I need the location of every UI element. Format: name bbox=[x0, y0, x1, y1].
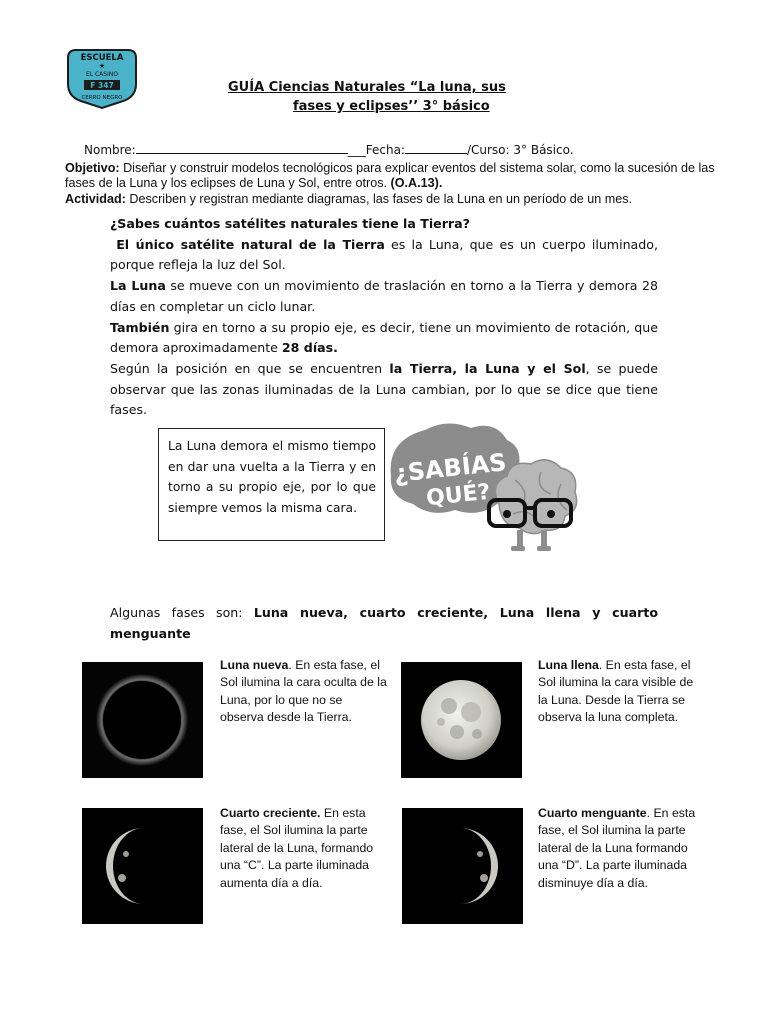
phase-text: En esta fase, el Sol ilumina la cara oculta de la Luna, por lo que no se observa desde la Tierra. bbox=[220, 658, 387, 725]
full-moon-image bbox=[401, 662, 522, 778]
logo-text-1: ESCUELA bbox=[80, 53, 124, 63]
phase-waning-desc: Cuarto menguante. En esta fase, el Sol ilumina la parte lateral de la Luna formando una “D”. La parte iluminada disminuye día a día. bbox=[538, 806, 696, 890]
new-moon-image bbox=[82, 662, 203, 778]
intro-p4-start: Según la posición en que se encuentren bbox=[110, 360, 390, 376]
intro-p4-bold: la Tierra, la Luna y el Sol bbox=[389, 360, 586, 376]
page-title-line-2: fases y eclipses’’ 3° básico bbox=[293, 99, 490, 114]
intro-question: ¿Sabes cuántos satélites naturales tiene la Tierra? bbox=[110, 216, 470, 231]
phases-intro-bold: Luna nueva, cuarto creciente, Luna llena y cuarto menguante bbox=[110, 605, 658, 641]
phase-name: Cuarto menguante bbox=[538, 806, 647, 820]
activity bbox=[65, 192, 715, 207]
phase-text: En esta fase, el Sol ilumina la parte lateral de la Luna formando una “D”. La parte iluminada disminuye día a día. bbox=[538, 806, 696, 890]
objective-text: Diseñar y construir modelos tecnológicos para explicar eventos del sistema solar, como la sucesión de las fases de la Luna y los eclipses de Luna y Sol, entre otros. bbox=[65, 161, 715, 190]
page-title-line-1: GUÍA Ciencias Naturales “La luna, sus bbox=[228, 80, 506, 95]
logo-text-4: CERRO NEGRO bbox=[81, 95, 123, 101]
waxing-crescent-image bbox=[82, 808, 203, 924]
logo-text-2: EL CASINO bbox=[85, 71, 119, 78]
intro-p4-text: , se puede observar que las zonas iluminadas de la Luna cambian, por lo que se dice que tiene fases. bbox=[110, 360, 658, 418]
sabias-text-1: ¿SABÍAS bbox=[392, 448, 508, 488]
sabias-que-illustration bbox=[385, 418, 580, 560]
activity-text: Describen y registran mediante diagramas, las fases de la Luna en un período de un mes. bbox=[125, 192, 633, 206]
intro-p2-bold: La Luna bbox=[110, 278, 166, 294]
school-logo bbox=[62, 44, 142, 110]
waning-crescent-image bbox=[402, 808, 523, 924]
activity-label: Actividad: bbox=[65, 192, 126, 206]
objective bbox=[65, 161, 715, 191]
intro-p1-text: es la Luna, que es un cuerpo iluminado, porque refleja la luz del Sol. bbox=[110, 236, 658, 273]
intro-p3-text: gira en torno a su propio eje, es decir, tiene un movimiento de rotación, que demora aproximadamente bbox=[110, 319, 658, 356]
intro-p3-bold: También bbox=[110, 319, 170, 335]
fact-box-text: La Luna demora el mismo tiempo en dar una vuelta a la Tierra y en torno a su propio eje, por lo que siempre vemos la misma cara. bbox=[168, 439, 376, 515]
intro-p3-bold-2: 28 días. bbox=[281, 340, 338, 356]
name-field[interactable] bbox=[136, 142, 348, 154]
date-field[interactable] bbox=[405, 142, 467, 154]
phase-new-moon-desc: Luna nueva. En esta fase, el Sol ilumina la cara oculta de la Luna, por lo que no se observa desde la Tierra. bbox=[220, 658, 387, 725]
phase-name: Luna nueva bbox=[220, 658, 289, 672]
objective-label: Objetivo: bbox=[65, 161, 120, 175]
name-label: Nombre: bbox=[84, 143, 136, 157]
phase-name: Luna llena bbox=[538, 658, 599, 672]
name-field-tail: ___ bbox=[347, 143, 366, 157]
intro-p1-bold: El único satélite natural de la Tierra bbox=[116, 236, 385, 252]
objective-code: (O.A.13). bbox=[390, 176, 443, 190]
intro-text bbox=[110, 214, 658, 421]
logo-text-3: F 347 bbox=[90, 81, 114, 90]
phases-intro bbox=[110, 603, 658, 644]
date-label: Fecha: bbox=[365, 143, 405, 157]
svg-text:★: ★ bbox=[98, 62, 106, 70]
fact-box bbox=[158, 428, 385, 541]
phases-intro-text: Algunas fases son: bbox=[110, 605, 254, 620]
phase-waxing-desc bbox=[220, 805, 388, 892]
phase-text: En esta fase, el Sol ilumina la cara visible de la Luna. Desde la Tierra se observa la luna completa. bbox=[538, 658, 694, 725]
student-info-row bbox=[84, 142, 574, 157]
phase-name: Cuarto creciente. bbox=[220, 806, 321, 820]
phase-text: En esta fase, el Sol ilumina la parte lateral de la Luna, formando una “C”. La parte iluminada aumenta día a día. bbox=[220, 806, 374, 890]
course-label: /Curso: 3° Básico. bbox=[466, 143, 574, 157]
sabias-text-2: QUÉ? bbox=[425, 479, 492, 512]
phase-full-moon-desc: Luna llena. En esta fase, el Sol ilumina la cara visible de la Luna. Desde la Tierra se observa la luna completa. bbox=[538, 658, 694, 725]
intro-p2-text: se mueve con un movimiento de traslación en torno a la Tierra y demora 28 días en completar un ciclo lunar. bbox=[110, 278, 658, 314]
